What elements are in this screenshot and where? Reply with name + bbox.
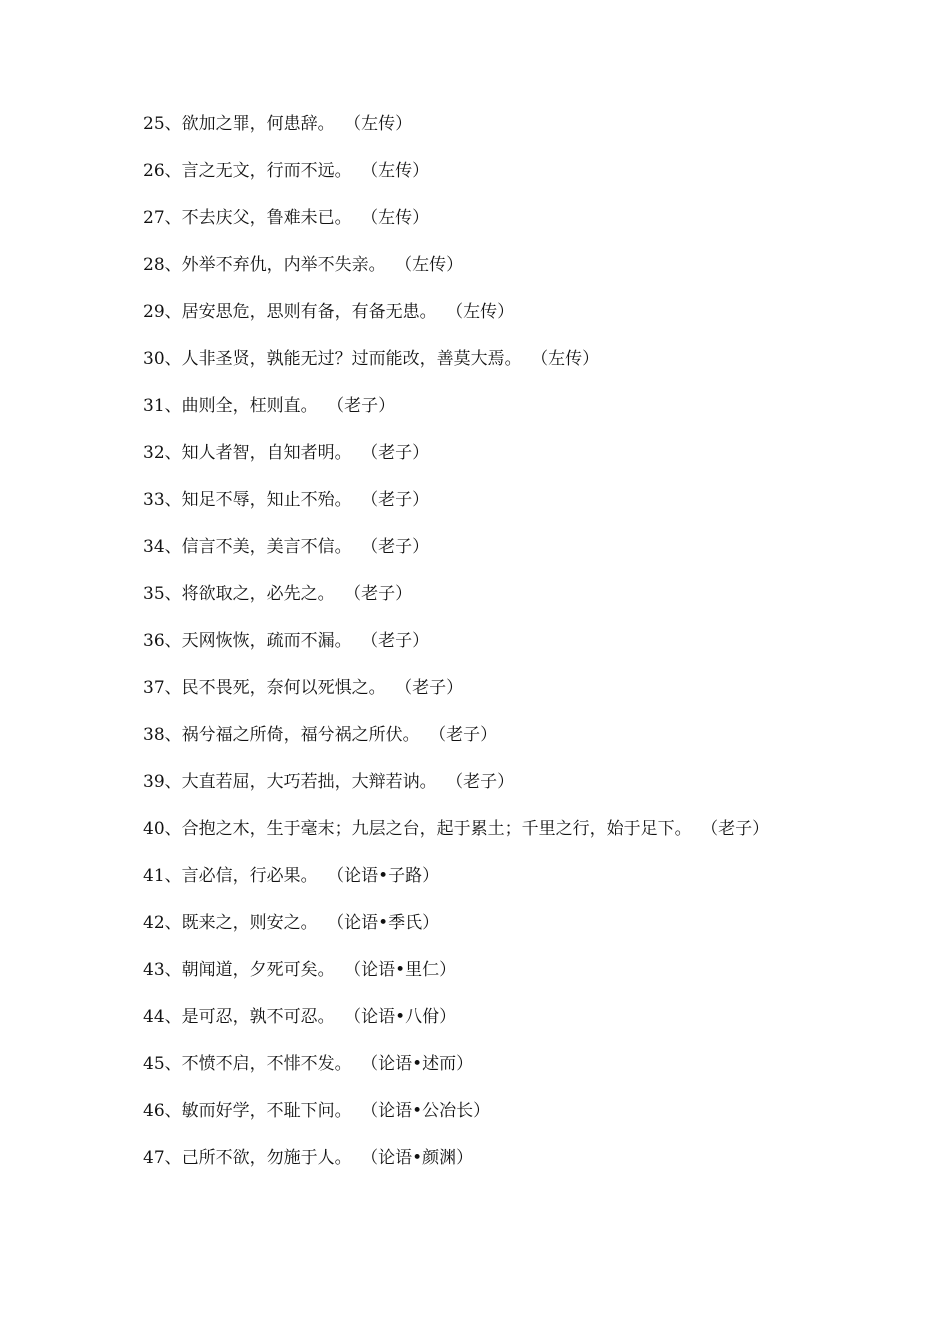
quote-text: 知足不辱，知止不殆。 (181, 490, 352, 510)
quote-source: （左传） (369, 208, 430, 228)
list-item: 34、信言不美，美言不信。 （老子） (143, 537, 430, 557)
quote-text: 曲则全，枉则直。 (181, 396, 318, 416)
list-item: 46、敏而好学，不耻下问。 （论语•公冶长） (143, 1101, 491, 1121)
item-number: 38 (143, 725, 165, 745)
item-number: 31 (143, 396, 165, 416)
list-item: 28、外举不弃仇，内举不失亲。 （左传） (143, 255, 464, 275)
quote-text: 言之无文，行而不远。 (181, 161, 352, 181)
item-number: 27 (143, 208, 165, 228)
quote-source: （老子） (352, 584, 413, 604)
item-number: 37 (143, 678, 165, 698)
item-number: 30 (143, 349, 165, 369)
quote-source: （老子） (369, 537, 430, 557)
item-number: 32 (143, 443, 165, 463)
quote-text: 己所不欲，勿施于人。 (181, 1148, 352, 1168)
list-item: 32、知人者智，自知者明。 （老子） (143, 443, 430, 463)
item-number: 34 (143, 537, 165, 557)
quote-source: （左传） (539, 349, 600, 369)
quote-text: 知人者智，自知者明。 (181, 443, 352, 463)
quote-source: （论语•颜渊） (369, 1148, 474, 1168)
list-item: 25、欲加之罪，何患辞。 （左传） (143, 114, 413, 134)
item-number: 47 (143, 1148, 165, 1168)
list-item: 33、知足不辱，知止不殆。 （老子） (143, 490, 430, 510)
quote-source: （老子） (369, 490, 430, 510)
quote-text: 欲加之罪，何患辞。 (181, 114, 335, 134)
list-item: 44、是可忍，孰不可忍。 （论语•八佾） (143, 1007, 457, 1027)
item-number: 40 (143, 819, 165, 839)
quote-text: 将欲取之，必先之。 (181, 584, 335, 604)
item-number: 36 (143, 631, 165, 651)
list-item: 41、言必信，行必果。 （论语•子路） (143, 866, 440, 886)
quote-source: （老子） (454, 772, 515, 792)
quote-text: 言必信，行必果。 (181, 866, 318, 886)
quote-text: 不愤不启，不悱不发。 (181, 1054, 352, 1074)
quote-text: 居安思危，思则有备，有备无患。 (181, 302, 437, 322)
quote-source: （左传） (403, 255, 464, 275)
item-number: 25 (143, 114, 165, 134)
quote-text: 不去庆父，鲁难未已。 (181, 208, 352, 228)
quote-text: 民不畏死，奈何以死惧之。 (181, 678, 386, 698)
list-item: 27、不去庆父，鲁难未已。 （左传） (143, 208, 430, 228)
list-item: 37、民不畏死，奈何以死惧之。 （老子） (143, 678, 464, 698)
item-number: 42 (143, 913, 165, 933)
quote-text: 天网恢恢，疏而不漏。 (181, 631, 352, 651)
quote-source: （老子） (437, 725, 498, 745)
item-number: 28 (143, 255, 165, 275)
item-number: 45 (143, 1054, 165, 1074)
list-item: 29、居安思危，思则有备，有备无患。 （左传） (143, 302, 515, 322)
quote-source: （老子） (403, 678, 464, 698)
list-item: 47、己所不欲，勿施于人。 （论语•颜渊） (143, 1148, 474, 1168)
quote-text: 祸兮福之所倚，福兮祸之所伏。 (181, 725, 420, 745)
quote-text: 信言不美，美言不信。 (181, 537, 352, 557)
item-number: 43 (143, 960, 165, 980)
list-item: 26、言之无文，行而不远。 （左传） (143, 161, 430, 181)
quote-source: （论语•公冶长） (369, 1101, 491, 1121)
item-number: 46 (143, 1101, 165, 1121)
quote-source: （论语•里仁） (352, 960, 457, 980)
quote-text: 外举不弃仇，内举不失亲。 (181, 255, 386, 275)
quote-source: （老子） (369, 443, 430, 463)
quote-source: （老子） (369, 631, 430, 651)
item-number: 39 (143, 772, 165, 792)
quote-source: （左传） (454, 302, 515, 322)
list-item: 35、将欲取之，必先之。 （老子） (143, 584, 413, 604)
quote-text: 是可忍，孰不可忍。 (181, 1007, 335, 1027)
item-number: 33 (143, 490, 165, 510)
list-item: 45、不愤不启，不悱不发。 （论语•述而） (143, 1054, 474, 1074)
quote-text: 人非圣贤，孰能无过？过而能改，善莫大焉。 (181, 349, 522, 369)
quote-list (143, 112, 813, 1193)
list-item: 31、曲则全，枉则直。 （老子） (143, 396, 396, 416)
quote-source: （论语•子路） (335, 866, 440, 886)
quote-source: （论语•季氏） (335, 913, 440, 933)
quote-source: （老子） (709, 819, 770, 839)
item-number: 29 (143, 302, 165, 322)
list-item: 36、天网恢恢，疏而不漏。 （老子） (143, 631, 430, 651)
list-item: 40、合抱之木，生于毫末；九层之台，起于累土；千里之行，始于足下。 （老子） (143, 819, 770, 839)
quote-source: （老子） (335, 396, 396, 416)
quote-text: 朝闻道，夕死可矣。 (181, 960, 335, 980)
list-item: 42、既来之，则安之。 （论语•季氏） (143, 913, 440, 933)
item-number: 26 (143, 161, 165, 181)
quote-source: （论语•述而） (369, 1054, 474, 1074)
item-number: 35 (143, 584, 165, 604)
item-number: 41 (143, 866, 165, 886)
quote-text: 大直若屈，大巧若拙，大辩若讷。 (181, 772, 437, 792)
list-item: 39、大直若屈，大巧若拙，大辩若讷。 （老子） (143, 772, 515, 792)
item-number: 44 (143, 1007, 165, 1027)
quote-text: 敏而好学，不耻下问。 (181, 1101, 352, 1121)
quote-source: （论语•八佾） (352, 1007, 457, 1027)
quote-source: （左传） (352, 114, 413, 134)
list-item: 30、人非圣贤，孰能无过？过而能改，善莫大焉。 （左传） (143, 349, 600, 369)
list-item: 38、祸兮福之所倚，福兮祸之所伏。 （老子） (143, 725, 498, 745)
quote-source: （左传） (369, 161, 430, 181)
quote-text: 既来之，则安之。 (181, 913, 318, 933)
quote-text: 合抱之木，生于毫末；九层之台，起于累土；千里之行，始于足下。 (181, 819, 692, 839)
list-item: 43、朝闻道，夕死可矣。 （论语•里仁） (143, 960, 457, 980)
